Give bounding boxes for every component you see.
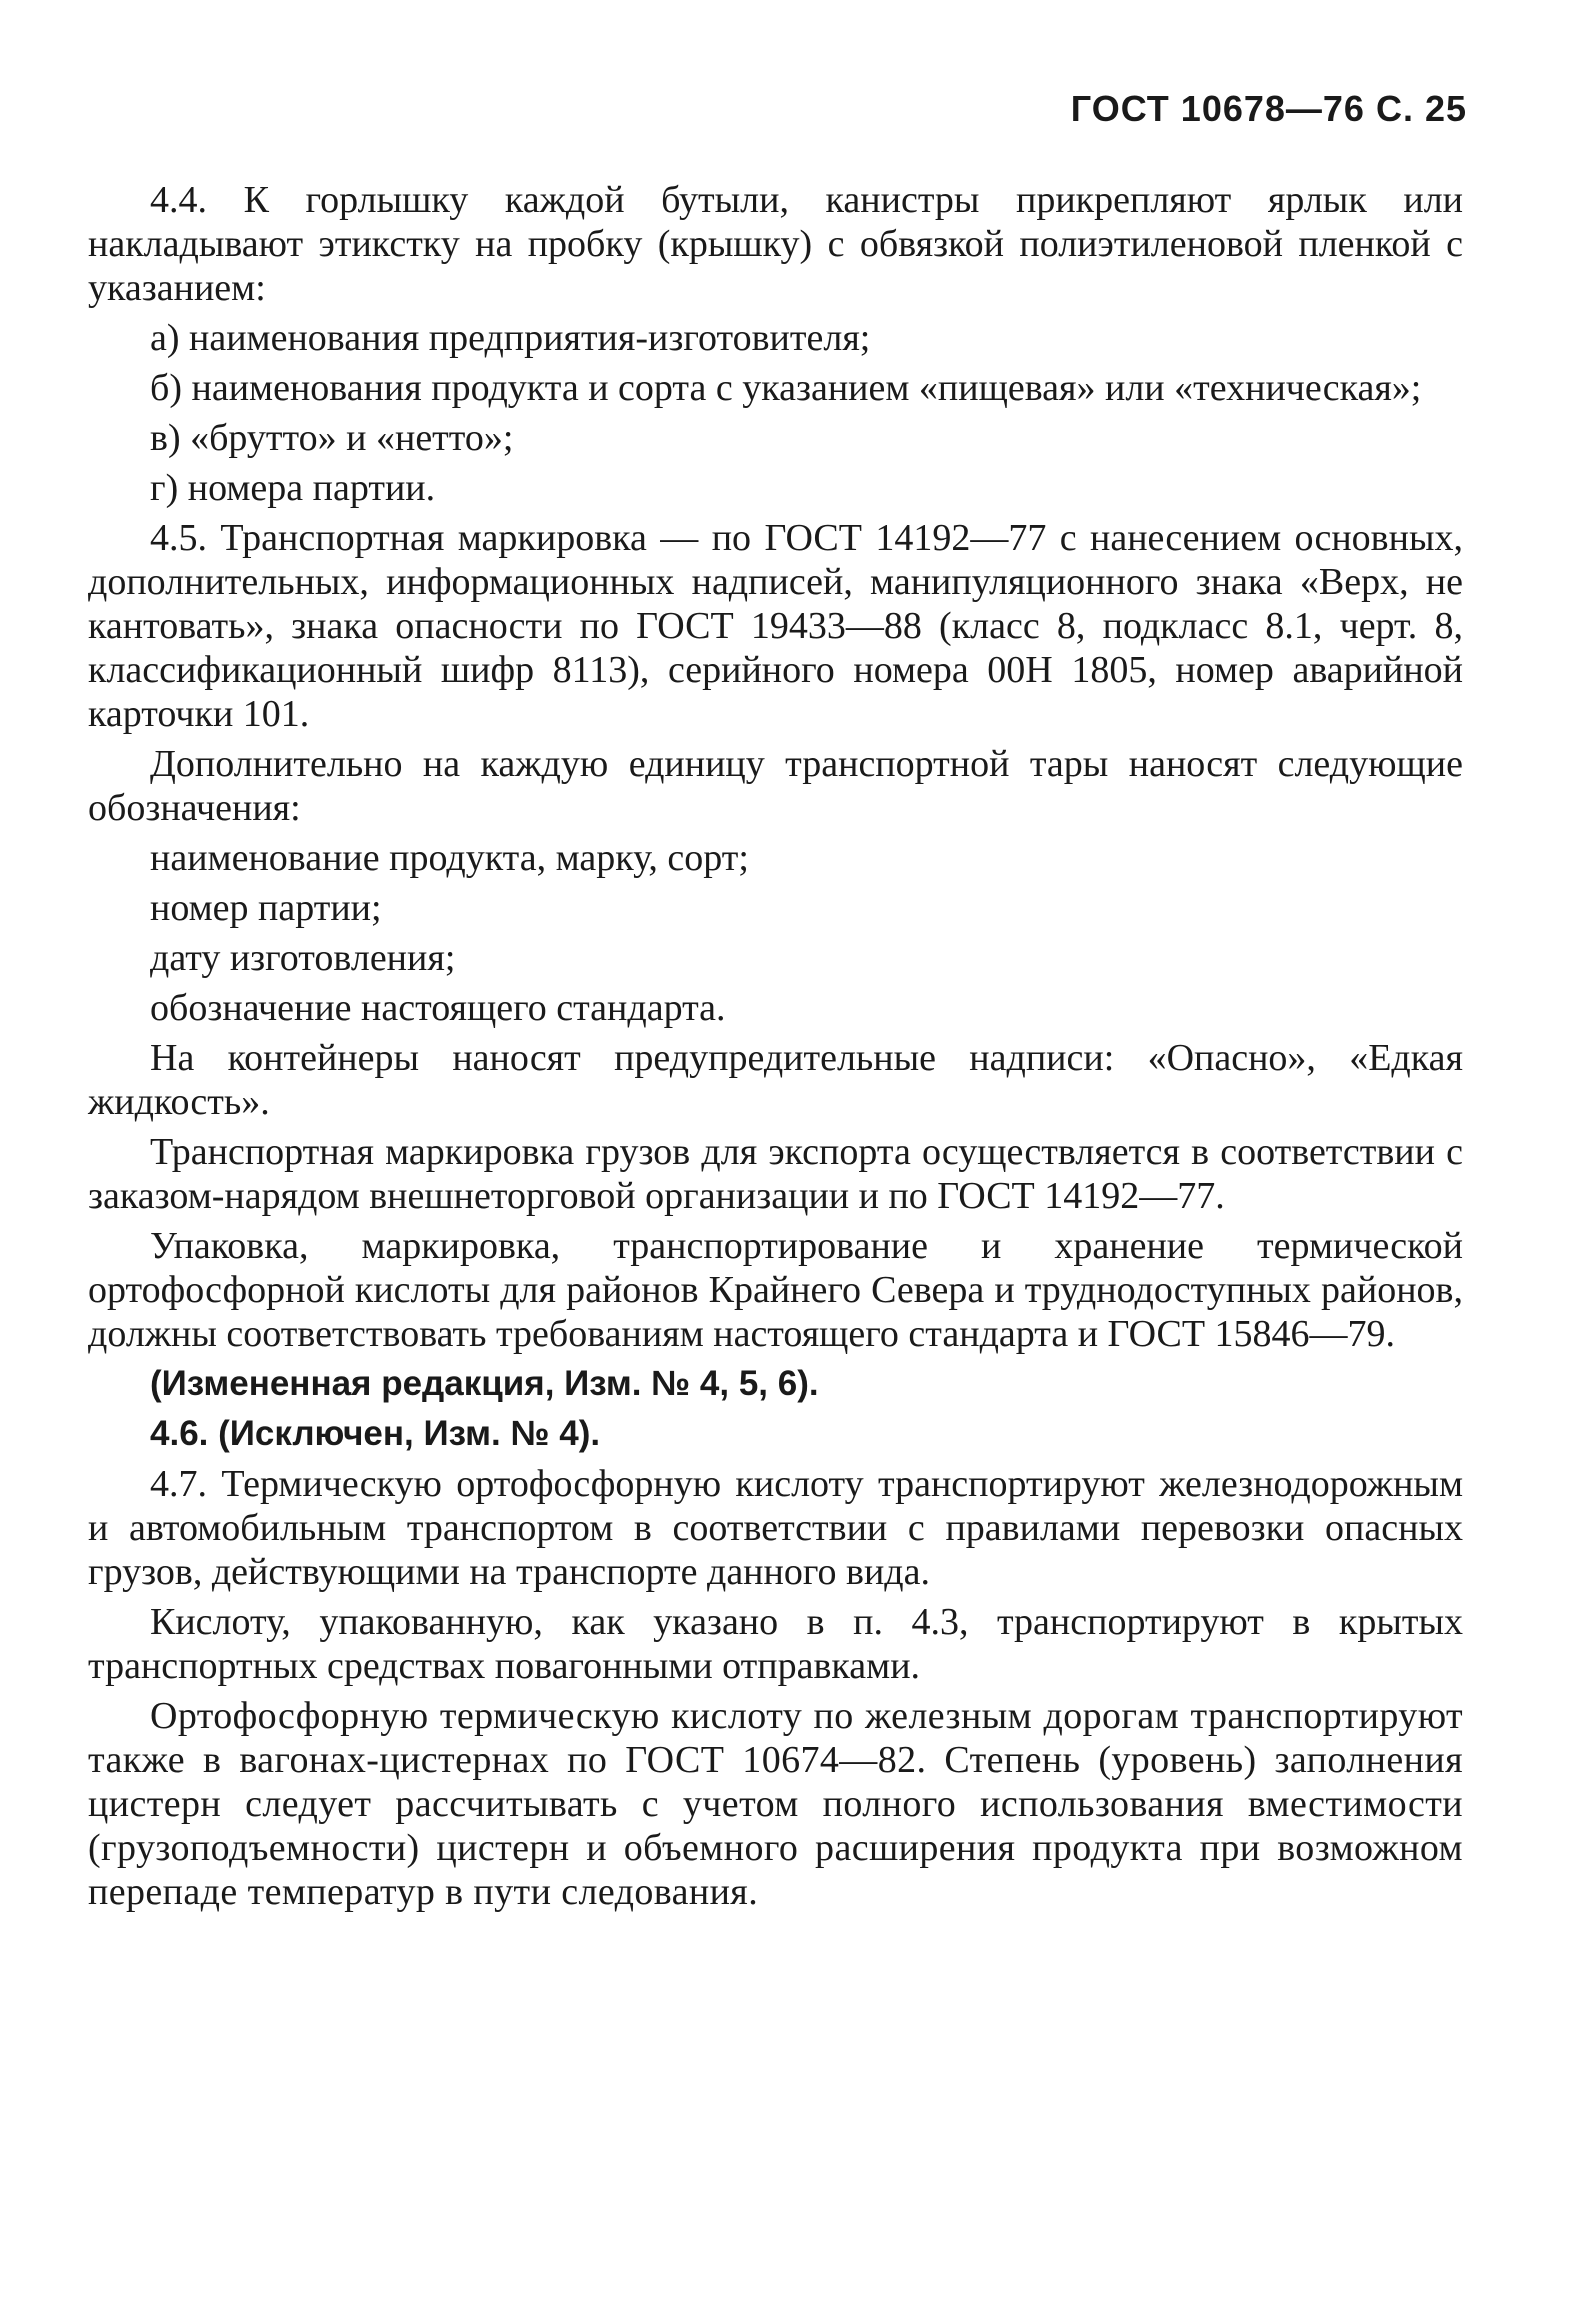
- paragraph-north-regions: Упаковка, маркировка, транспортирование и хранение термической ортофосфорной кислоты для районов Крайнего Севера и труднодоступных районов, должны соответствовать требованиям настоящего стандарта и ГОСТ 15846—79.: [88, 1225, 1463, 1355]
- paragraph-4-7: 4.7. Термическую ортофосфорную кислоту транспортируют железнодорожным и автомобильным транспортом в соответствии с правилами перевозки опасных грузов, действующими на транспорте данного вида.: [88, 1463, 1463, 1593]
- paragraph-packaged-transport: Кислоту, упакованную, как указано в п. 4.3, транспортируют в крытых транспортных средствах повагонными отправками.: [88, 1601, 1463, 1687]
- marking-item-date: дату изготовления;: [150, 937, 456, 979]
- paragraph-4-4: 4.4. К горлышку каждой бутыли, канистры прикрепляют ярлык или накладывают этикстку на пробку (крышку) с обвязкой полиэтиленовой пленкой с указанием:: [88, 179, 1463, 309]
- list-item-v: в) «брутто» и «нетто»;: [150, 417, 514, 459]
- list-item-g: г) номера партии.: [150, 467, 436, 509]
- paragraph-4-5: 4.5. Транспортная маркировка — по ГОСТ 14192—77 с нанесением основных, дополнительных, информационных надписей, манипуляционного знака «Верх, не кантовать», знака опасности по ГОСТ 19433—88 (класс 8, подкласс 8.1, черт. 8, классификационный шифр 8113), серийного номера 00Н 1805, номер аварийной карточки 101.: [88, 517, 1463, 735]
- marking-item-batch: номер партии;: [150, 887, 382, 929]
- paragraph-4-6: 4.6. (Исключен, Изм. № 4).: [150, 1414, 601, 1453]
- page-header: ГОСТ 10678—76 С. 25: [1070, 88, 1467, 129]
- paragraph-export-marking: Транспортная маркировка грузов для экспорта осуществляется в соответствии с заказом-нарядом внешнеторговой организации и по ГОСТ 14192—77.: [88, 1131, 1463, 1217]
- amendment-note-4-5-6: (Измененная редакция, Изм. № 4, 5, 6).: [150, 1364, 819, 1403]
- paragraph-container-warnings: На контейнеры наносят предупредительные надписи: «Опасно», «Едкая жидкость».: [88, 1037, 1463, 1123]
- document-body: [88, 178, 1463, 1920]
- marking-item-standard: обозначение настоящего стандарта.: [150, 987, 726, 1029]
- paragraph-additional-marking: Дополнительно на каждую единицу транспортной тары наносят следующие обозначения:: [88, 743, 1463, 829]
- paragraph-tank-cars: Ортофосфорную термическую кислоту по железным дорогам транспортируют также в вагонах-цистернах по ГОСТ 10674—82. Степень (уровень) заполнения цистерн следует рассчитывать с учетом полного использования вместимости (грузоподъемности) цистерн и объемного расширения продукта при возможном перепаде температур в пути следования.: [88, 1695, 1463, 1913]
- marking-item-product: наименование продукта, марку, сорт;: [150, 837, 749, 879]
- list-item-a: а) наименования предприятия-изготовителя;: [150, 317, 871, 359]
- list-item-b: б) наименования продукта и сорта с указанием «пищевая» или «техническая»;: [150, 367, 1422, 409]
